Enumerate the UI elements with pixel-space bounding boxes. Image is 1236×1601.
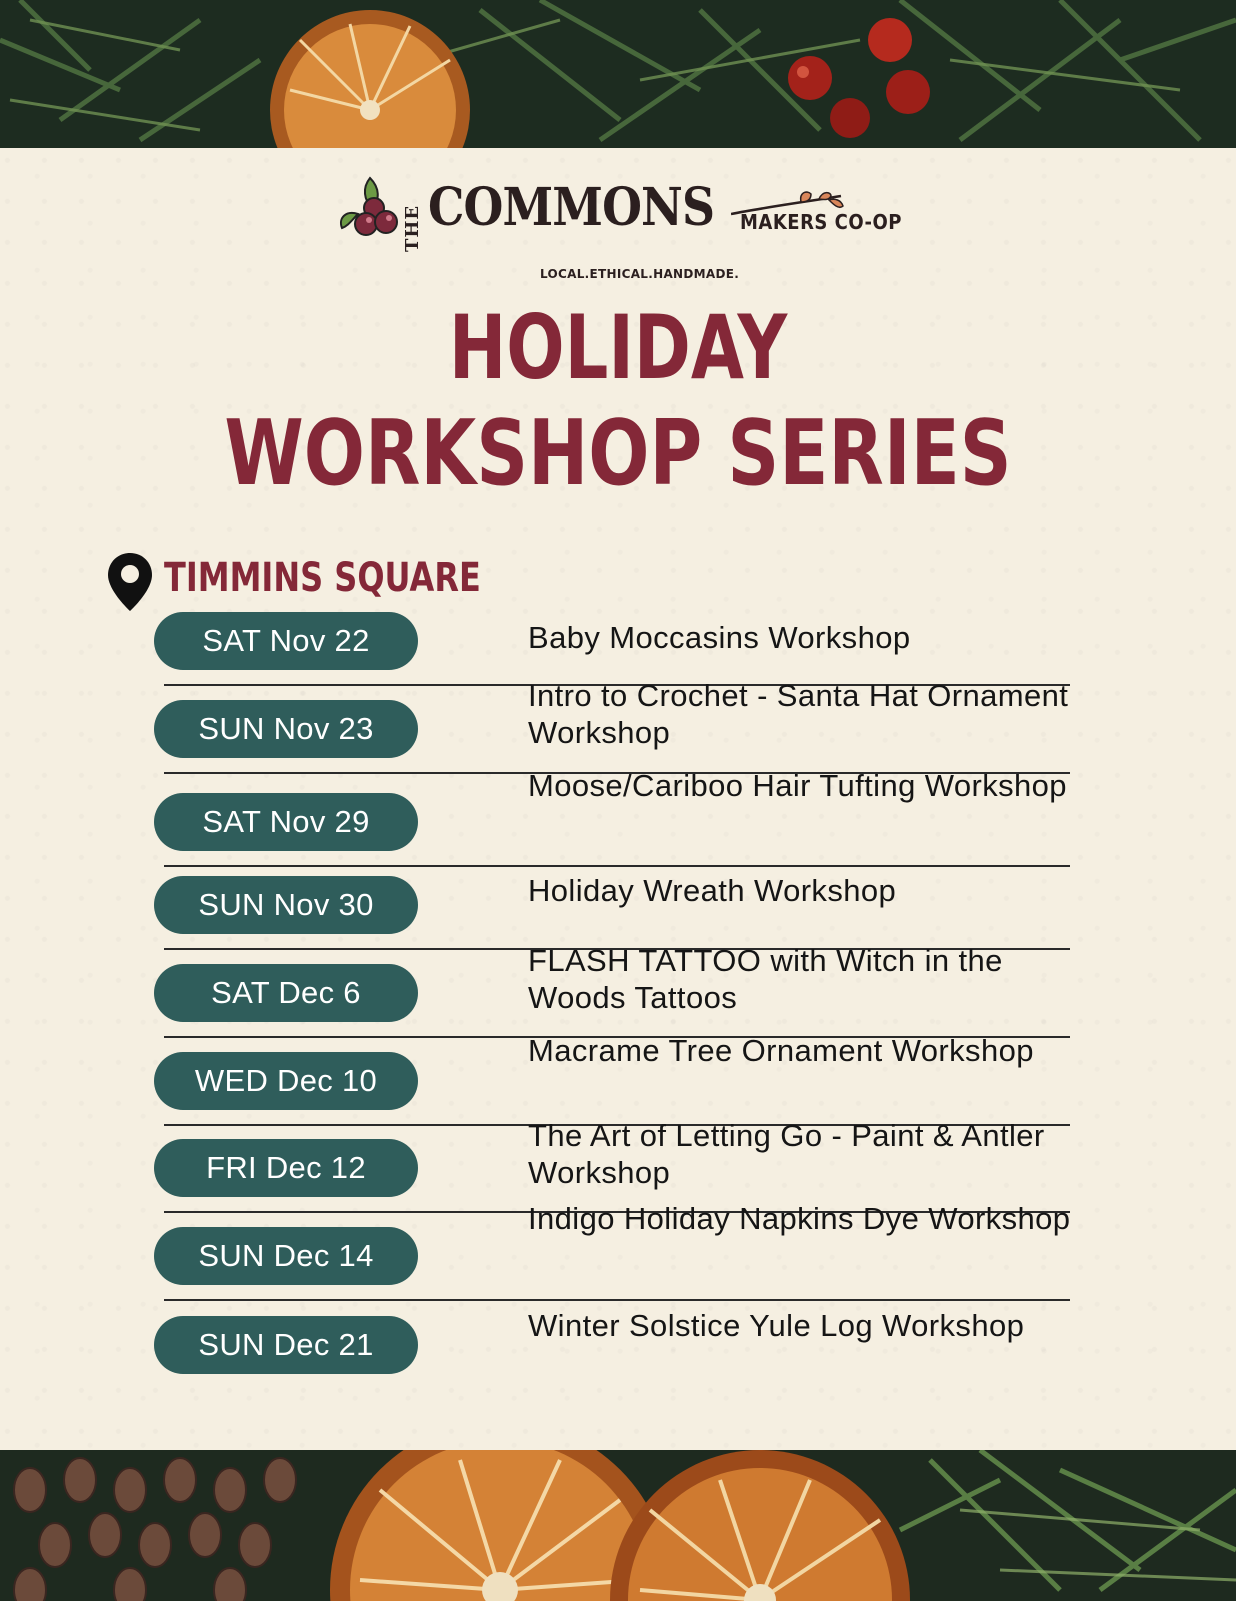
- logo-tagline: LOCAL.ETHICAL.HANDMADE.: [540, 267, 740, 281]
- event-date-pill: SUN Dec 21: [154, 1316, 418, 1374]
- logo-subname: MAKERS CO-OP: [740, 210, 902, 234]
- event-date-pill: SAT Dec 6: [154, 964, 418, 1022]
- berry-icon: [336, 170, 406, 242]
- logo-wordmark: COMMONS: [428, 177, 715, 238]
- location-label: TIMMINS SQUARE: [164, 555, 481, 601]
- event-title: Moose/Cariboo Hair Tufting Workshop: [528, 768, 1067, 803]
- event-title: Winter Solstice Yule Log Workshop: [528, 1308, 1025, 1343]
- row-divider: [164, 1299, 1070, 1301]
- event-title: Holiday Wreath Workshop: [528, 873, 897, 908]
- event-title: Macrame Tree Ornament Workshop: [528, 1033, 1034, 1068]
- event-title: Intro to Crochet - Santa Hat Ornament Workshop: [528, 678, 1069, 750]
- event-date-pill: SUN Nov 23: [154, 700, 418, 758]
- event-date-pill: FRI Dec 12: [154, 1139, 418, 1197]
- bottom-decoration-image: [0, 1450, 1236, 1601]
- event-date-pill: SUN Nov 30: [154, 876, 418, 934]
- event-date-pill: SAT Nov 22: [154, 612, 418, 670]
- event-title: Indigo Holiday Napkins Dye Workshop: [528, 1201, 1071, 1236]
- event-title: FLASH TATTOO with Witch in the Woods Tattoos: [528, 943, 1003, 1015]
- page-title-line-1: HOLIDAY: [448, 296, 788, 399]
- logo-the-text: THE: [402, 204, 423, 252]
- map-pin-icon: [106, 551, 154, 613]
- event-date-pill: WED Dec 10: [154, 1052, 418, 1110]
- event-title: Baby Moccasins Workshop: [528, 620, 911, 655]
- event-date-pill: SUN Dec 14: [154, 1227, 418, 1285]
- flyer-paper: [0, 148, 1236, 1450]
- event-title: The Art of Letting Go - Paint & Antler Workshop: [528, 1118, 1045, 1190]
- page-title-line-2: WORKSHOP SERIES: [224, 401, 1012, 506]
- commons-logo: [336, 170, 906, 281]
- row-divider: [164, 865, 1070, 867]
- event-date-pill: SAT Nov 29: [154, 793, 418, 851]
- top-decoration-image: [0, 0, 1236, 148]
